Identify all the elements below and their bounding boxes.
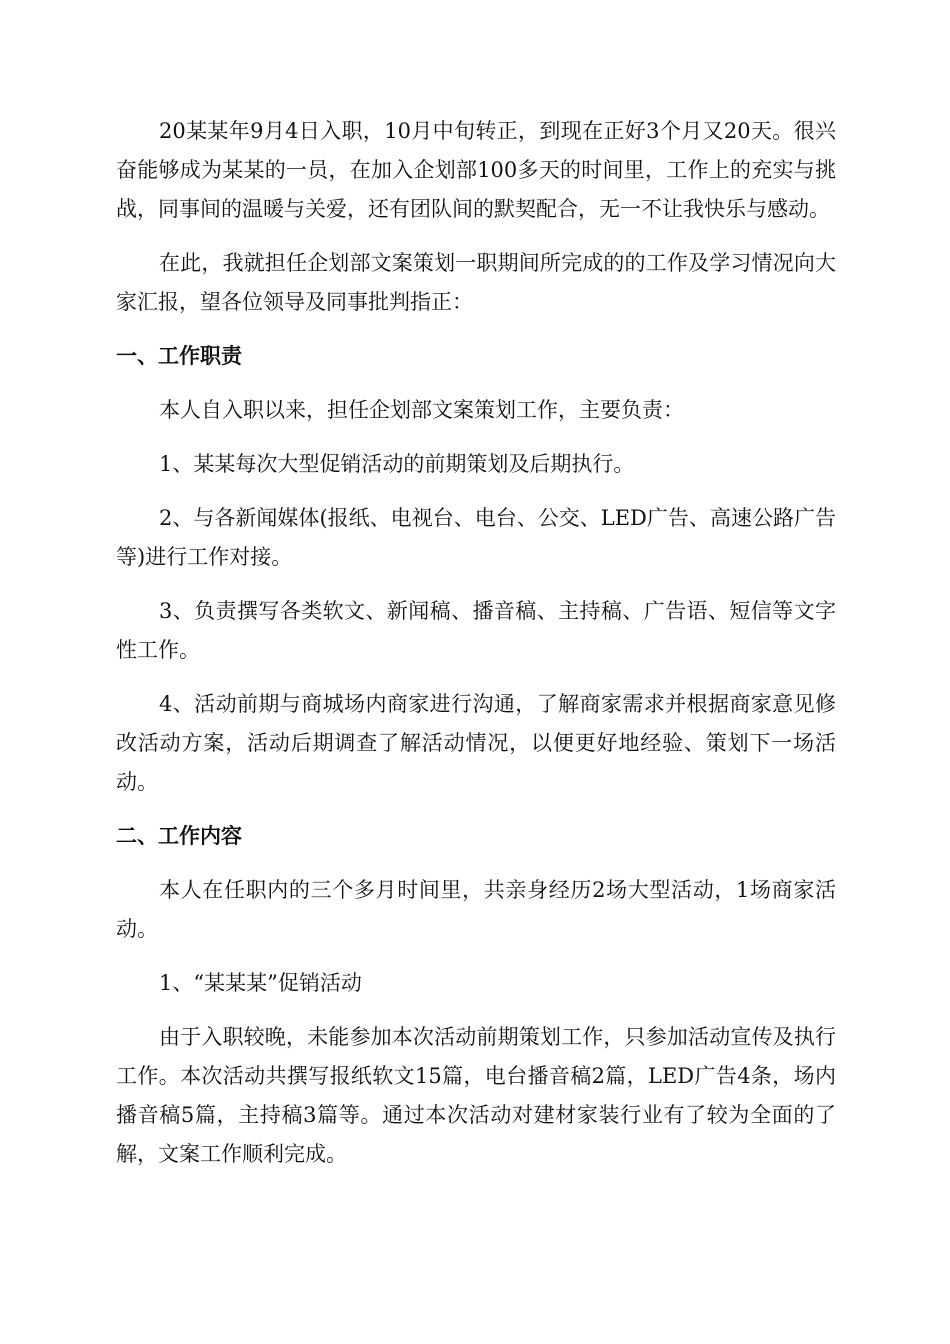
intro-paragraph: 20某某年9月4日入职，10月中旬转正，到现在正好3个月又20天。很兴奋能够成为某某的一员，在加入企划部100多天的时间里，工作上的充实与挑战，同事间的温暖与关爱，还有团队间的默契配合，无一不让我快乐与感动。 — [116, 119, 836, 221]
document-body — [116, 112, 836, 1189]
duty-item-4: 4、活动前期与商城场内商家进行沟通，了解商家需求并根据商家意见修改活动方案，活动后期调查了解活动情况，以便更好地经验、策划下一场活动。 — [116, 692, 836, 794]
event-1-title: 1、“某某某”促销活动 — [159, 971, 362, 995]
duty-item-2: 2、与各新闻媒体(报纸、电视台、电台、公交、LED广告、高速公路广告等)进行工作对接。 — [116, 506, 836, 569]
report-paragraph: 在此，我就担任企划部文案策划一职期间所完成的的工作及学习情况向大家汇报，望各位领导及同事批判指正： — [116, 251, 836, 314]
content-intro-paragraph: 本人在任职内的三个多月时间里，共亲身经历2场大型活动，1场商家活动。 — [116, 878, 836, 941]
duty-item-3: 3、负责撰写各类软文、新闻稿、播音稿、主持稿、广告语、短信等文字性工作。 — [116, 599, 836, 662]
duties-intro-paragraph: 本人自入职以来，担任企划部文案策划工作，主要负责： — [159, 398, 684, 422]
duty-item-1: 1、某某每次大型促销活动的前期策划及后期执行。 — [159, 452, 635, 476]
section-heading-content: 二、工作内容 — [116, 824, 242, 848]
event-1-body: 由于入职较晚，未能参加本次活动前期策划工作，只参加活动宣传及执行工作。本次活动共撰写报纸软文15篇，电台播音稿2篇，LED广告4条，场内播音稿5篇，主持稿3篇等。通过本次活动对建材家装行业有了较为全面的了解，文案工作顺利完成。 — [116, 1025, 836, 1166]
section-heading-duties: 一、工作职责 — [116, 344, 242, 368]
